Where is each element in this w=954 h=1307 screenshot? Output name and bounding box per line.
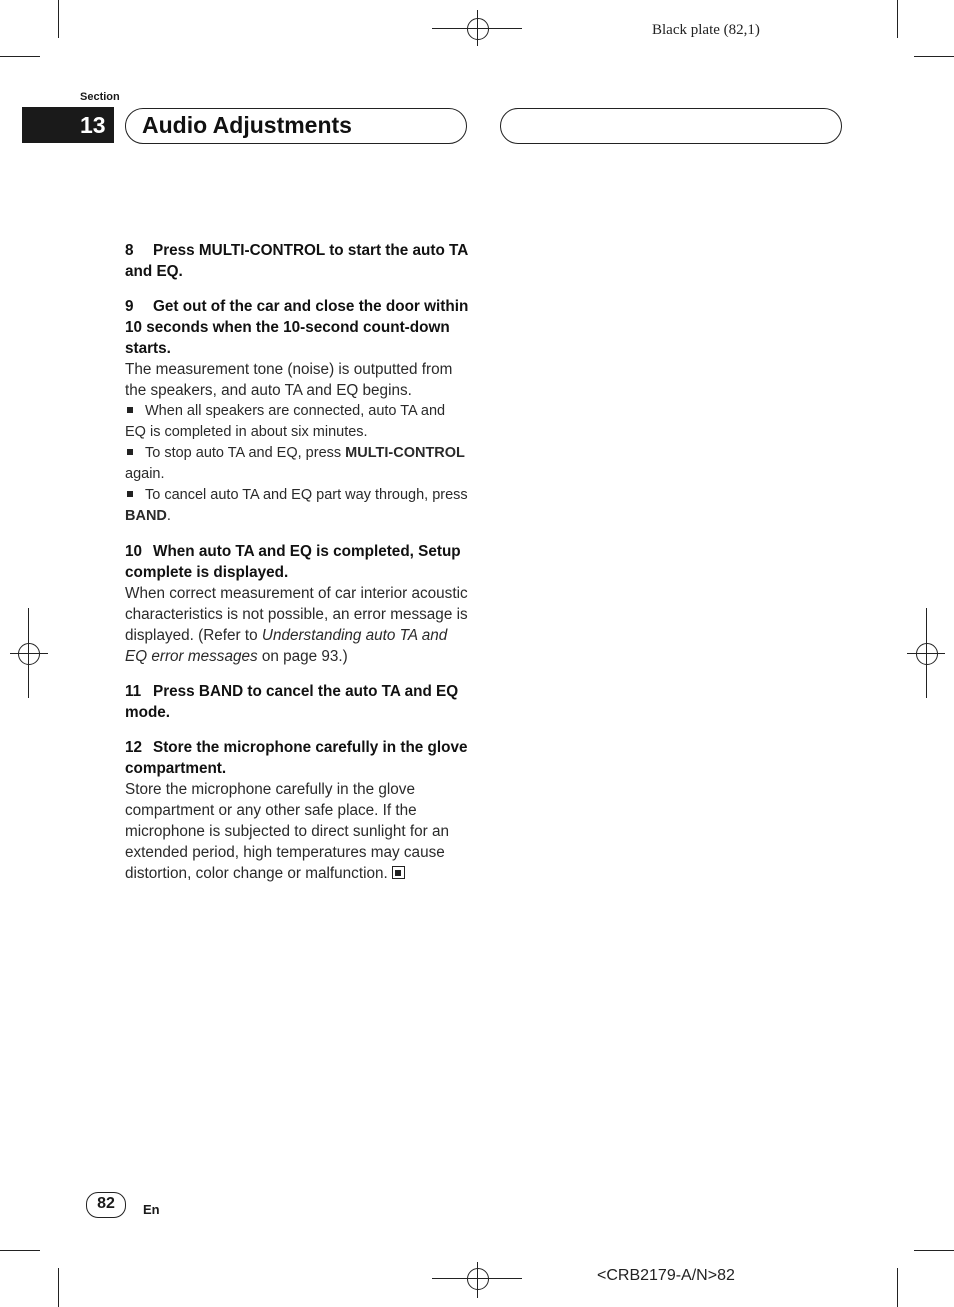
step-9-note-3: To cancel auto TA and EQ part way through, press BAND. bbox=[125, 487, 468, 524]
step-12-heading: 12 Store the microphone carefully in the glove compartment. bbox=[125, 739, 468, 777]
step-12-body: Store the microphone carefully in the glove compartment or any other safe place. If the microphone is subjected to direct sunlight for an extended period, high temperatures may cause distortion, color change or malfunction. bbox=[125, 781, 449, 882]
crop-mark bbox=[914, 1250, 954, 1251]
page-number-box bbox=[86, 1192, 126, 1218]
plate-label: Black plate (82,1) bbox=[652, 22, 760, 38]
bullet-square-icon bbox=[127, 449, 133, 455]
cross-reference: Understanding auto TA and EQ error messages bbox=[125, 627, 448, 665]
page-title: Audio Adjustments bbox=[142, 112, 352, 138]
crop-mark bbox=[0, 1250, 40, 1251]
header-right-box bbox=[500, 108, 842, 144]
step-9-heading: 9 Get out of the car and close the door within 10 seconds when the 10-second count-down starts. bbox=[125, 298, 469, 357]
main-content bbox=[125, 240, 470, 884]
section-number: 13 bbox=[80, 112, 106, 138]
step-11-heading: 11 Press BAND to cancel the auto TA and EQ mode. bbox=[125, 683, 459, 721]
document-code: <CRB2179-A/N>82 bbox=[597, 1267, 735, 1284]
section-label: Section bbox=[80, 91, 120, 103]
crop-mark bbox=[58, 0, 59, 38]
page-number: 82 bbox=[97, 1195, 115, 1212]
registration-circle bbox=[467, 18, 489, 40]
bullet-square-icon bbox=[127, 407, 133, 413]
step-9-note-1: When all speakers are connected, auto TA and EQ is completed in about six minutes. bbox=[125, 403, 446, 440]
registration-circle bbox=[467, 1268, 489, 1290]
crop-mark bbox=[914, 56, 954, 57]
registration-circle bbox=[916, 643, 938, 665]
step-9-body: The measurement tone (noise) is outputted from the speakers, and auto TA and EQ begins. bbox=[125, 361, 453, 399]
step-9-note-2: To stop auto TA and EQ, press MULTI-CONTROL again. bbox=[125, 445, 465, 482]
language-label: En bbox=[143, 1202, 160, 1217]
crop-mark bbox=[897, 0, 898, 38]
step-10-body: When correct measurement of car interior acoustic characteristics is not possible, an error message is displayed. (Refer to Understanding auto TA and EQ error messages on page 93.) bbox=[125, 585, 468, 665]
page-title-box bbox=[125, 108, 467, 144]
crop-mark bbox=[897, 1268, 898, 1307]
crop-mark bbox=[0, 56, 40, 57]
end-of-section-icon bbox=[392, 866, 405, 879]
registration-circle bbox=[18, 643, 40, 665]
step-10-heading: 10 When auto TA and EQ is completed, Setup complete is displayed. bbox=[125, 543, 461, 581]
bullet-square-icon bbox=[127, 491, 133, 497]
section-number-box bbox=[22, 107, 114, 143]
crop-mark bbox=[58, 1268, 59, 1307]
step-8-heading: 8 Press MULTI-CONTROL to start the auto TA and EQ. bbox=[125, 242, 468, 280]
